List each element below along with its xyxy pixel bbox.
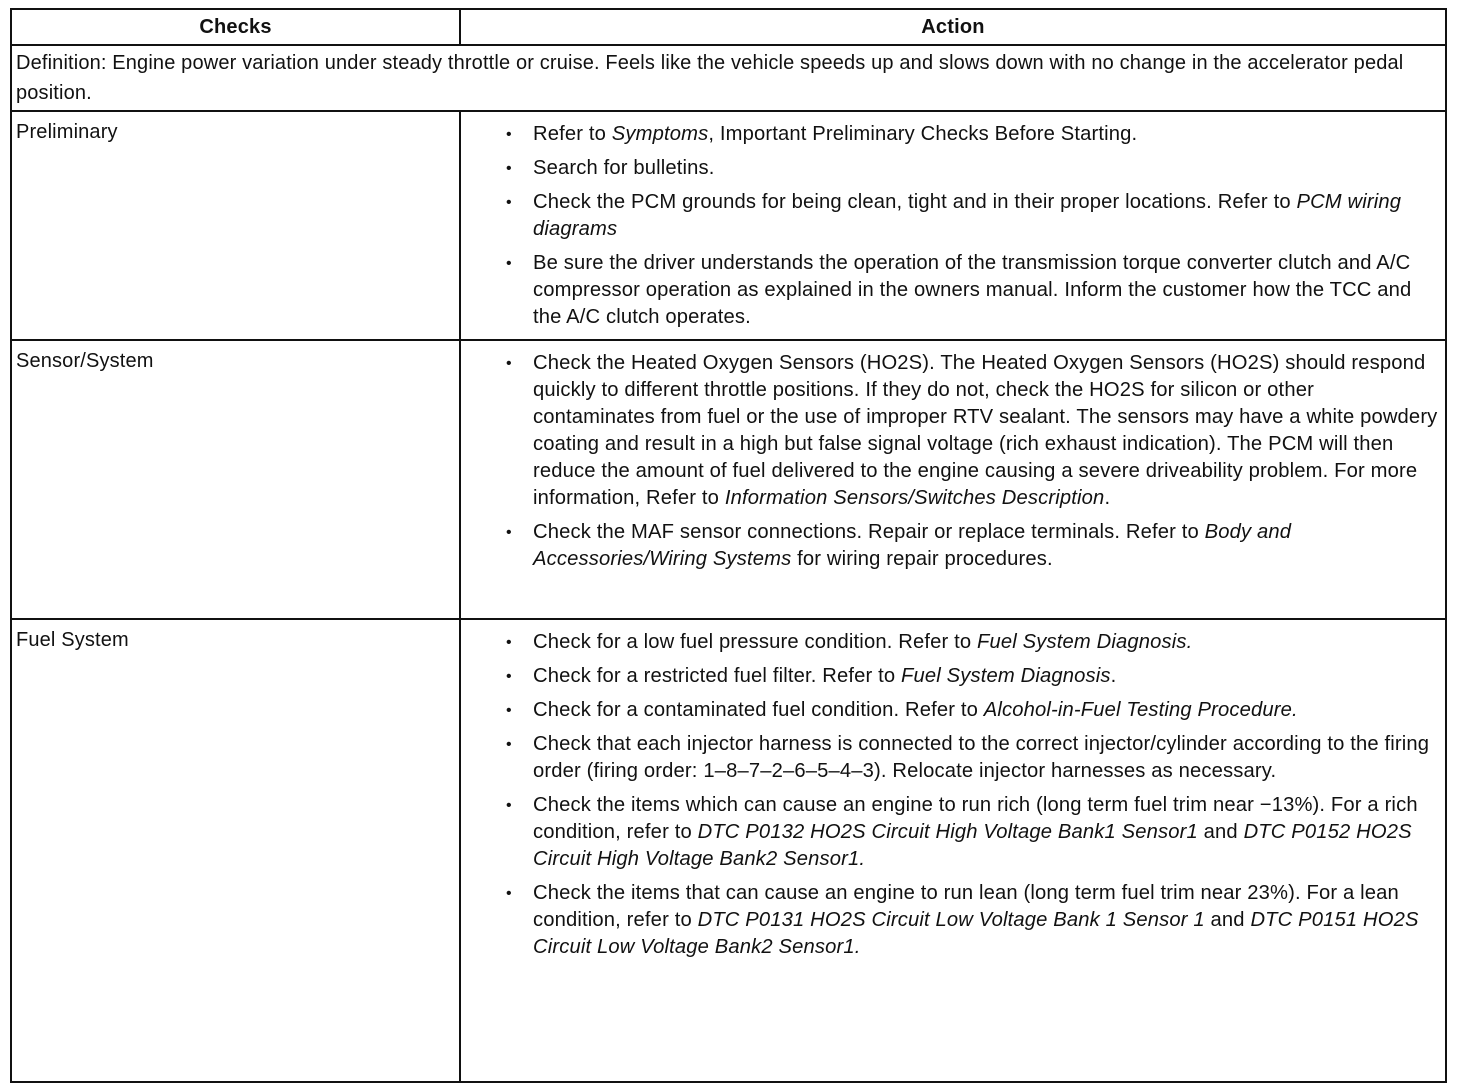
action-list <box>461 350 1439 573</box>
action-text: and <box>1204 909 1251 931</box>
action-item <box>461 189 1439 243</box>
bullet-icon: • <box>506 736 512 753</box>
action-item <box>461 519 1439 573</box>
table-row <box>11 340 1446 619</box>
bullet-icon: • <box>506 524 512 541</box>
action-text: . <box>1110 665 1117 687</box>
reference-text: Fuel System Diagnosis <box>901 665 1111 687</box>
reference-text: Fuel System Diagnosis. <box>977 631 1193 653</box>
diagnostic-table <box>10 8 1447 1083</box>
reference-text: DTC P0152 HO2S Circuit High Voltage Bank2 Sensor1. <box>533 821 1412 870</box>
action-item <box>461 121 1439 148</box>
bullet-icon: • <box>506 255 512 272</box>
action-text: Check the Heated Oxygen Sensors (HO2S). The Heated Oxygen Sensors (HO2S) should respond quickly to different throttle positions. If they do not, check the HO2S for silicon or other contaminates from fuel or the use of improper RTV sealant. The sensors may have a white powdery coating and result in a high but false signal voltage (rich exhaust indication). The PCM will then reduce the amount of fuel delivered to the engine causing a severe driveability problem. For more information, Refer to <box>533 352 1438 509</box>
action-text: Check for a low fuel pressure condition. Refer to <box>533 631 977 653</box>
bullet-icon: • <box>506 797 512 814</box>
reference-text: DTC P0132 HO2S Circuit High Voltage Bank1 Sensor1 <box>697 821 1198 843</box>
header-action: Action <box>460 9 1446 45</box>
action-item <box>461 697 1439 724</box>
action-text: for wiring repair procedures. <box>791 548 1053 570</box>
action-list <box>461 121 1439 331</box>
action-text: Check the MAF sensor connections. Repair or replace terminals. Refer to <box>533 521 1205 543</box>
action-text: Be sure the driver understands the operation of the transmission torque converter clutch and A/C compressor operation as explained in the owners manual. Inform the customer how the TCC and the A/C clutch operates. <box>533 252 1412 328</box>
table-row <box>11 111 1446 340</box>
reference-text: PCM wiring diagrams <box>533 191 1402 240</box>
header-row <box>11 9 1446 45</box>
action-item <box>461 880 1439 961</box>
action-text: Check the items which can cause an engine to run rich (long term fuel trim near −13%). For a rich condition, refer to <box>533 794 1418 843</box>
action-text: . <box>1104 487 1111 509</box>
action-text: Search for bulletins. <box>533 157 715 179</box>
check-label: Fuel System <box>11 619 460 1082</box>
bullet-icon: • <box>506 126 512 143</box>
bullet-icon: • <box>506 194 512 211</box>
action-text: Check for a contaminated fuel condition. Refer to <box>533 699 984 721</box>
action-cell <box>460 340 1446 619</box>
reference-text: Body and Accessories/Wiring Systems <box>533 521 1292 570</box>
action-text: Check for a restricted fuel filter. Refer to <box>533 665 902 687</box>
reference-text: Information Sensors/Switches Description <box>724 487 1105 509</box>
action-text: Check the PCM grounds for being clean, tight and in their proper locations. Refer to <box>533 191 1297 213</box>
action-item <box>461 155 1439 182</box>
action-item <box>461 663 1439 690</box>
bullet-icon: • <box>506 885 512 902</box>
definition-row <box>11 45 1446 111</box>
table-row <box>11 619 1446 1082</box>
bullet-icon: • <box>506 668 512 685</box>
action-item <box>461 731 1439 785</box>
definition-text: Definition: Engine power variation under steady throttle or cruise. Feels like the vehicle speeds up and slows down with no change in the accelerator pedal position. <box>11 45 1446 111</box>
action-text: and <box>1197 821 1244 843</box>
action-cell <box>460 619 1446 1082</box>
bullet-icon: • <box>506 160 512 177</box>
reference-text: DTC P0151 HO2S Circuit Low Voltage Bank2 Sensor1. <box>533 909 1419 958</box>
action-item <box>461 792 1439 873</box>
bullet-icon: • <box>506 634 512 651</box>
action-list <box>461 629 1439 961</box>
header-checks: Checks <box>11 9 460 45</box>
action-item <box>461 350 1439 512</box>
action-cell <box>460 111 1446 340</box>
action-item <box>461 250 1439 331</box>
bullet-icon: • <box>506 355 512 372</box>
reference-text: DTC P0131 HO2S Circuit Low Voltage Bank 1 Sensor 1 <box>697 909 1205 931</box>
bullet-icon: • <box>506 702 512 719</box>
action-text: Check that each injector harness is connected to the correct injector/cylinder according to the firing order (firing order: 1–8–7–2–6–5–4–3). Relocate injector harnesses as necessary. <box>533 733 1430 782</box>
reference-text: Alcohol-in-Fuel Testing Procedure. <box>983 699 1298 721</box>
check-label: Preliminary <box>11 111 460 340</box>
check-label: Sensor/System <box>11 340 460 619</box>
reference-text: Symptoms <box>611 123 709 145</box>
action-text: Check the items that can cause an engine to run lean (long term fuel trim near 23%). For a lean condition, refer to <box>533 882 1399 931</box>
action-text: , Important Preliminary Checks Before Starting. <box>708 123 1138 145</box>
action-text: Refer to <box>533 123 612 145</box>
action-item <box>461 629 1439 656</box>
